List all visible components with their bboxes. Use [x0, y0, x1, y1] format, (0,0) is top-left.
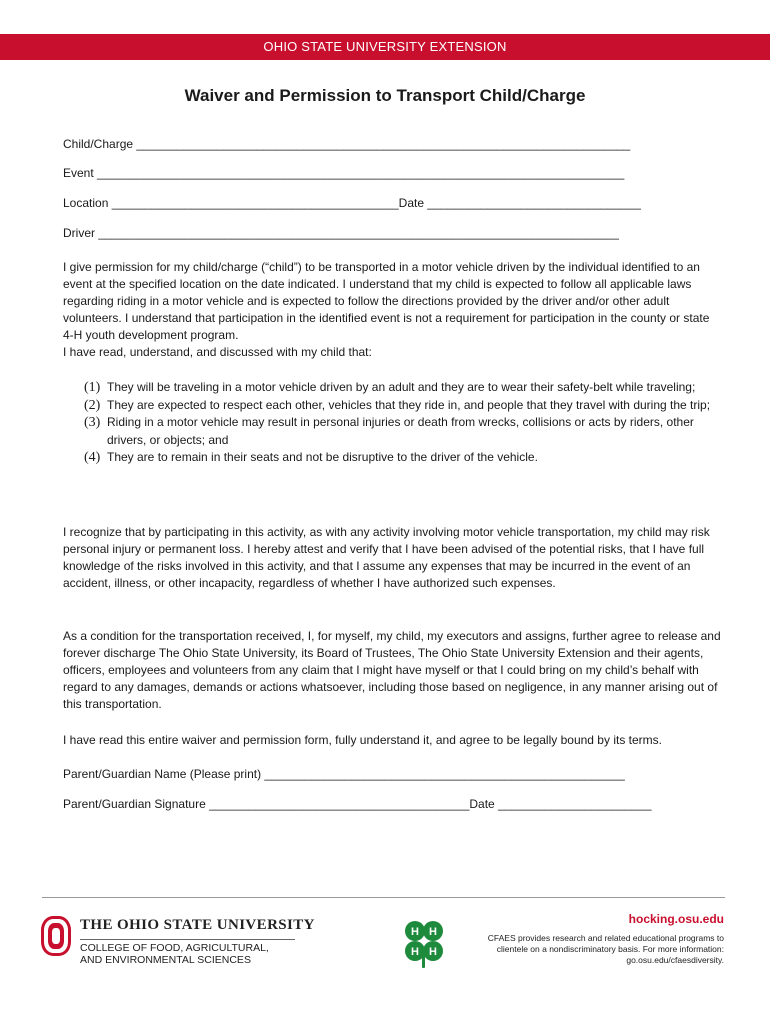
osu-logo: [40, 913, 315, 973]
website-link[interactable]: hocking.osu.edu: [628, 912, 724, 926]
permission-paragraph: I give permission for my child/charge (“child”) to be transported in a motor vehicle driven by the individual identified to an event at the specified location on the date indicated. I understand that my child is expected to follow all applicable laws regarding riding in a motor vehicle and is expected to follow the directions provided by the driver and/or other adult volunteers. I understand that participation in the identified event is not a requirement for participation in the county or state 4-H youth development program.: [63, 260, 710, 342]
list-item: [84, 449, 724, 467]
wordmark-divider: [80, 939, 295, 940]
svg-text:H: H: [411, 926, 419, 938]
osu-wordmark: THE OHIO STATE UNIVERSITY: [80, 917, 315, 933]
driver-field[interactable]: Driver ______________________________________________________________________________: [63, 226, 619, 240]
guardian-signature-field[interactable]: Parent/Guardian Signature _______________________________________Date _______________________: [63, 797, 652, 811]
recognize-paragraph: I recognize that by participating in this activity, as with any activity involving motor vehicle transportation, my child may risk personal injury or permanent loss. I hereby attest and verify that I have been advised of the potential risks, that I have full knowledge of the risks involved in this activity, and that I assume any expenses that may be incurred in the event of an accident, illness, or other incapacity, regardless of whether I have authorized such expenses.: [63, 525, 710, 590]
list-text: They are to remain in their seats and not be disruptive to the driver of the vehicle.: [107, 450, 538, 464]
college-name: [80, 942, 269, 966]
four-h-clover-icon: [399, 917, 449, 969]
conditions-list: [84, 379, 724, 467]
agree-statement: I have read this entire waiver and permission form, fully understand it, and agree to be legally bound by its terms.: [63, 733, 662, 747]
college-line-2: AND ENVIRONMENTAL SCIENCES: [80, 954, 251, 966]
child-charge-field[interactable]: Child/Charge __________________________________________________________________________: [63, 137, 631, 151]
list-text: They are expected to respect each other, vehicles that they ride in, and people that they travel with during the trip;: [107, 397, 711, 412]
list-text: Riding in a motor vehicle may result in personal injuries or death from wrecks, collisions or acts by riders, other drivers, or objects; and: [107, 415, 694, 447]
svg-text:H: H: [411, 946, 419, 958]
location-date-field[interactable]: Location ___________________________________________Date ________________________________: [63, 196, 641, 210]
list-number: (1): [84, 380, 101, 395]
guardian-name-field[interactable]: Parent/Guardian Name (Please print) ______________________________________________________: [63, 767, 625, 781]
page-title: Waiver and Permission to Transport Child/Charge: [184, 86, 586, 105]
condition-paragraph: As a condition for the transportation received, I, for myself, my child, my executors and assigns, further agree to release and forever discharge The Ohio State University, its Board of Trustees, The Ohio State University Extension and their agents, officers, employees and volunteers from any claim that I might have myself or that I could bring on my child’s behalf with regard to any damages, demands or actions whatsoever, including those based on negligence, in any manner arising out of this transportation.: [63, 629, 721, 711]
list-item: [84, 414, 724, 449]
block-o-icon: [40, 915, 72, 957]
list-item: [84, 397, 724, 415]
svg-text:H: H: [429, 946, 437, 958]
footer-divider: [42, 897, 725, 898]
list-number: (4): [84, 450, 101, 465]
list-number: (2): [84, 397, 101, 413]
permission-section: [63, 259, 723, 361]
discussed-statement: I have read, understand, and discussed with my child that:: [63, 345, 372, 359]
svg-text:H: H: [429, 926, 437, 938]
college-line-1: COLLEGE OF FOOD, AGRICULTURAL,: [80, 942, 269, 954]
list-item: [84, 379, 724, 397]
nondiscrimination-statement: CFAES provides research and related educational programs to clientele on a nondiscriminatory basis. For more information: go.osu.edu/cfaesdiversity.: [487, 933, 724, 965]
list-number: (3): [84, 415, 101, 430]
extension-banner: OHIO STATE UNIVERSITY EXTENSION: [0, 34, 770, 60]
event-field[interactable]: Event _______________________________________________________________________________: [63, 166, 625, 180]
list-text: They will be traveling in a motor vehicle driven by an adult and they are to wear their safety-belt while traveling;: [107, 380, 696, 394]
